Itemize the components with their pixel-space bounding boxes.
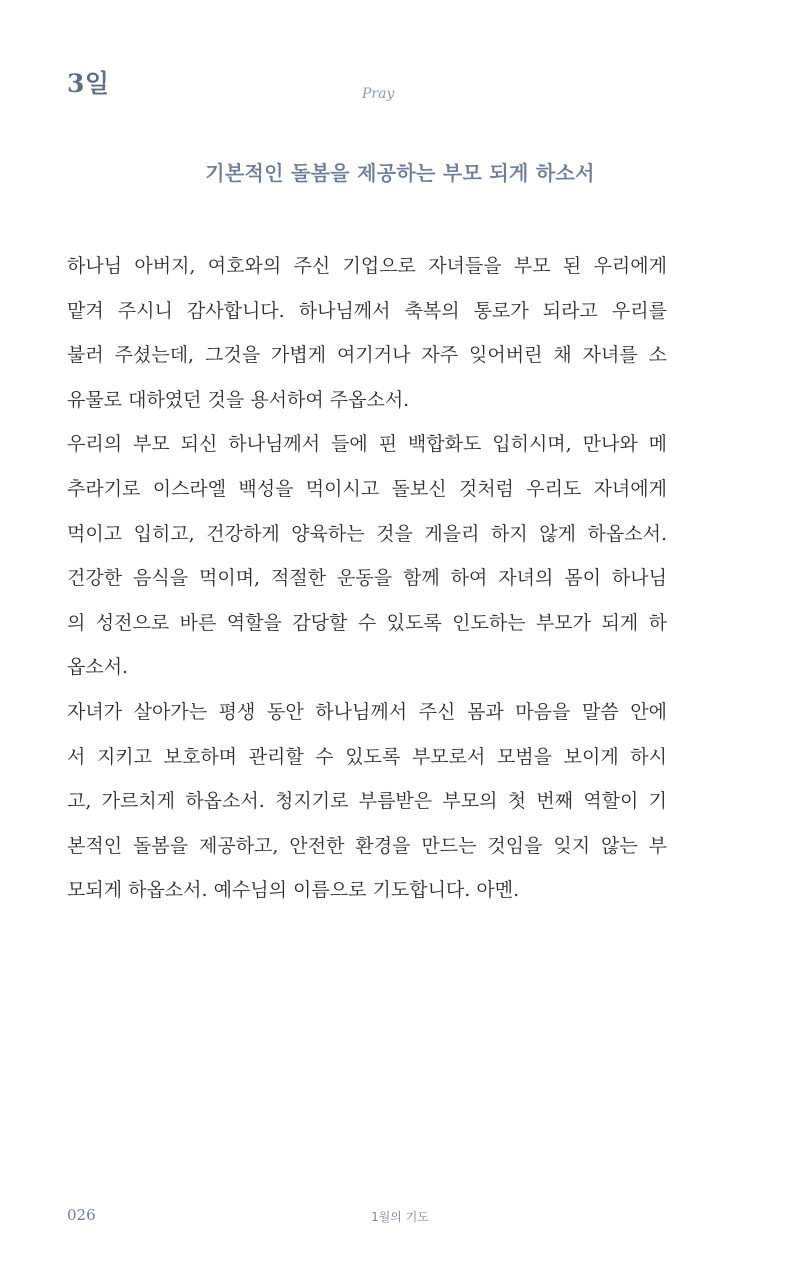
prayer-title: 기본적인 돌봄을 제공하는 부모 되게 하소서 (205, 161, 595, 185)
body-line: 먹이고 입히고, 건강하게 양육하는 것을 게을리 하지 않게 하옵소서. (67, 522, 667, 545)
body-line: 불러 주셨는데, 그것을 가볍게 여기거나 자주 잊어버린 채 자녀를 소 (67, 344, 667, 367)
body-line: 의 성전으로 바른 역할을 감당할 수 있도록 인도하는 부모가 되게 하 (67, 611, 667, 634)
page-number: 026 (67, 1206, 96, 1224)
body-line: 자녀가 살아가는 평생 동안 하나님께서 주신 몸과 마음을 말씀 안에 (67, 700, 667, 723)
prayer-body (67, 244, 667, 913)
body-line: 옵소서. (67, 656, 129, 679)
body-line: 서 지키고 보호하며 관리할 수 있도록 부모로서 모범을 보이게 하시 (67, 745, 667, 768)
body-line: 유물로 대하였던 것을 용서하여 주옵소서. (67, 388, 410, 411)
body-line: 추라기로 이스라엘 백성을 먹이시고 돌보신 것처럼 우리도 자녀에게 (67, 477, 667, 500)
body-line: 우리의 부모 되신 하나님께서 들에 핀 백합화도 입히시며, 만나와 메 (67, 433, 667, 456)
body-line: 본적인 돌봄을 제공하고, 안전한 환경을 만드는 것임을 잊지 않는 부 (67, 834, 667, 857)
body-line: 고, 가르치게 하옵소서. 청지기로 부름받은 부모의 첫 번째 역할이 기 (67, 790, 667, 813)
pray-label: Pray (362, 86, 395, 102)
day-label: 3일 (67, 69, 110, 98)
body-line: 모되게 하옵소서. 예수님의 이름으로 기도합니다. 아멘. (67, 879, 520, 902)
body-line: 건강한 음식을 먹이며, 적절한 운동을 함께 하여 자녀의 몸이 하나님 (67, 567, 667, 590)
body-line: 하나님 아버지, 여호와의 주신 기업으로 자녀들을 부모 된 우리에게 (67, 255, 667, 277)
body-line: 맡겨 주시니 감사합니다. 하나님께서 축복의 통로가 되라고 우리를 (67, 299, 667, 322)
section-title: 1월의 기도 (371, 1210, 429, 1224)
